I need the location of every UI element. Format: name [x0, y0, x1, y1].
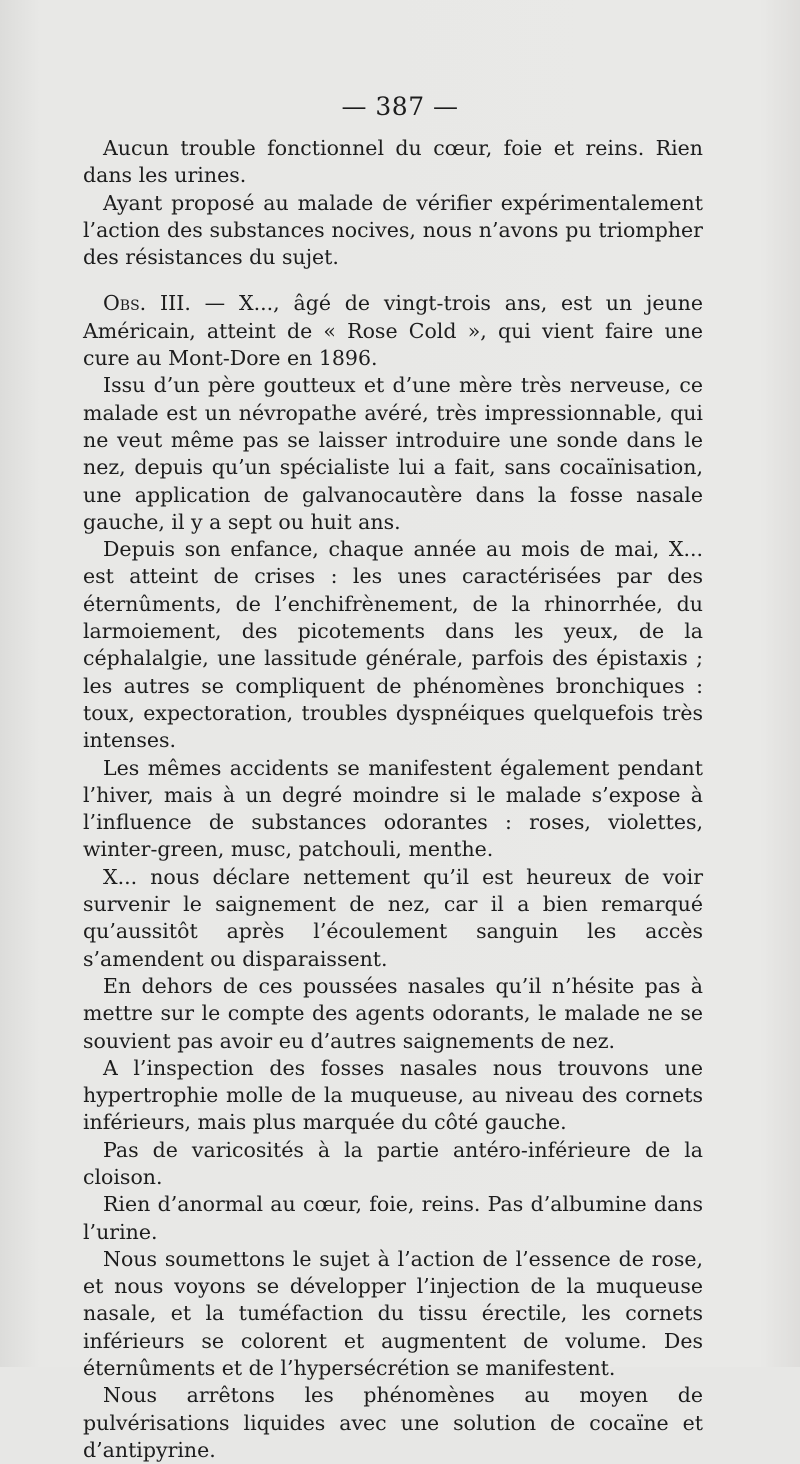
paragraph-11: Rien d’anormal au cœur, foie, reins. Pas d’albumine dans l’urine. [83, 1192, 703, 1244]
page-number: — 387 — [341, 92, 459, 121]
paragraph-5: Depuis son enfance, chaque année au mois de mai, X... est atteint de crises : les unes caractérisées par des éternûments, de l’enchifrènement, de la rhinorrhée, du larmoiement, des picotements dans les yeux, de la céphalalgie, une lassitude générale, parfois des épistaxis ; les autres se compliquent de phénomènes bronchiques : toux, expectoration, troubles dyspnéiques quelquefois très intenses. [83, 537, 703, 753]
observation-label: Obs. III. [103, 291, 191, 316]
paragraph-10: Pas de varicosités à la partie antéro-inférieure de la cloison. [83, 1137, 703, 1189]
paragraph-12: Nous soumettons le sujet à l’action de l’essence de rose, et nous voyons se développer l’injection de la muqueuse nasale, et la tuméfaction du tissu érectile, les cornets inférieurs se colorent et augmentent de volume. Des éternûments et de l’hypersécrétion se manifestent. [83, 1246, 703, 1381]
paragraph-7: X... nous déclare nettement qu’il est heureux de voir survenir le saignement de nez, car il a bien remarqué qu’aussitôt après l’écoulement sanguin les accès s’amendent ou disparaissent. [83, 864, 703, 971]
paragraph-9: A l’inspection des fosses nasales nous trouvons une hypertrophie molle de la muqueuse, au niveau des cornets inférieurs, mais plus marquée du côté gauche. [83, 1055, 703, 1135]
observation-text: — X..., âgé de vingt-trois ans, est un jeune Américain, atteint de « Rose Cold », qui vient faire une cure au Mont-Dore en 1896. [83, 291, 704, 371]
paragraph-13: Nous arrêtons les phénomènes au moyen de pulvérisations liquides avec une solution de cocaïne et d’antipyrine. [83, 1383, 703, 1462]
paragraph-8: En dehors de ces poussées nasales qu’il n’hésite pas à mettre sur le compte des agents odorants, le malade ne se souvient pas avoir eu d’autres saignements de nez. [83, 973, 703, 1053]
paragraph-4: Issu d’un père goutteux et d’une mère très nerveuse, ce malade est un névropathe avéré, très impressionnable, qui ne veut même pas se laisser introduire une sonde dans le nez, depuis qu’un spécialiste lui a fait, sans cocaïnisation, une application de galvanocautère dans la fosse nasale gauche, il y a sept ou huit ans. [83, 373, 703, 534]
paragraph-1: Aucun trouble fonctionnel du cœur, foie et reins. Rien dans les urines. [83, 136, 703, 188]
paragraph-6: Les mêmes accidents se manifestent également pendant l’hiver, mais à un degré moindre si le malade s’expose à l’influence de substances odorantes : roses, violettes, winter-green, musc, patchouli, menthe. [83, 755, 703, 862]
page-body [83, 135, 703, 1464]
observation-paragraph [83, 290, 703, 372]
paragraph-2: Ayant proposé au malade de vérifier expérimentalement l’action des substances nocives, nous n’avons pu triompher des résistances du sujet. [83, 190, 703, 270]
